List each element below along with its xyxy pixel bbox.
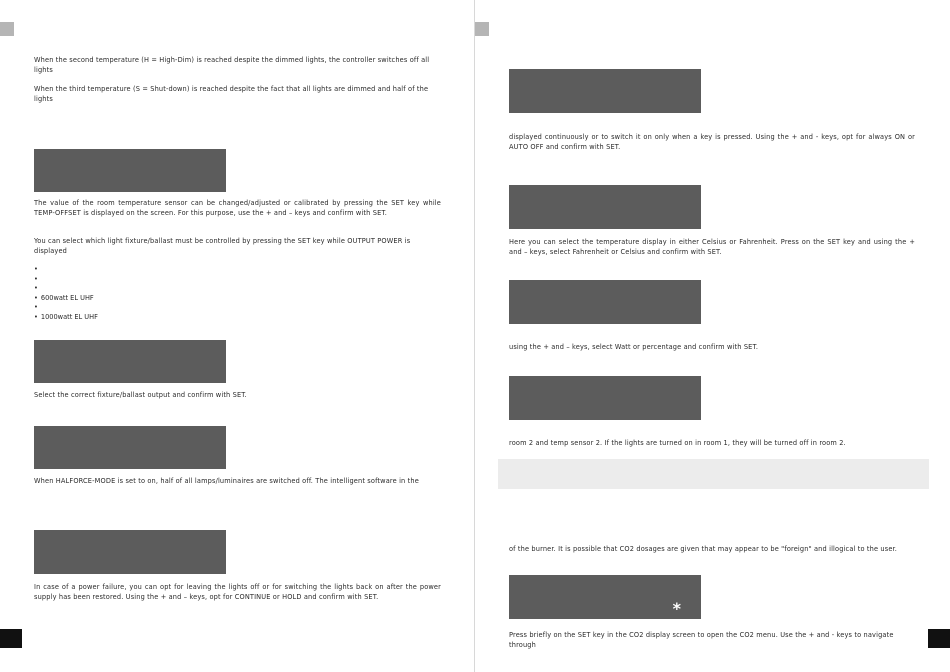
paragraph-co2-menu: Press briefly on the SET key in the CO2 display screen to open the CO2 menu. Use the + and - keys to navigate through	[509, 631, 894, 649]
paragraph-temp-offset: The value of the room temperature sensor can be changed/adjusted or calibrated by pressing the SET key while TEMP-OFFSET is displayed on the screen. For this purpose, use the + and – keys and confirm with SET.	[34, 199, 441, 217]
paragraph-shut-down: When the third temperature (S = Shut-down) is reached despite the fact that all lights are dimmed and half of the lights	[34, 85, 429, 103]
page-edge-marker	[928, 629, 950, 648]
paragraph-power-unit: using the + and – keys, select Watt or percentage and confirm with SET.	[509, 343, 759, 351]
list-item: • 1000watt EL UHF	[34, 313, 98, 323]
lcd-display-power-failure	[34, 530, 226, 574]
page-corner-marker	[475, 22, 489, 36]
paragraph-high-dim: When the second temperature (H = High-Dim) is reached despite the dimmed lights, the controller switches off all lights	[34, 56, 430, 74]
lcd-display-halforce	[34, 426, 226, 469]
left-page	[0, 0, 474, 672]
lcd-display-output-power	[34, 340, 226, 383]
paragraph-temp-unit: Here you can select the temperature display in either Celsius or Fahrenheit. Press on the SET key and using the + and – keys, select Fahrenheit or Celsius and confirm with SET.	[509, 238, 915, 256]
paragraph-select-fixture: Select the correct fixture/ballast output and confirm with SET.	[34, 391, 247, 399]
list-item	[34, 265, 98, 275]
list-item	[34, 284, 98, 294]
lcd-display-power-unit	[509, 280, 701, 324]
paragraph-power-failure: In case of a power failure, you can opt for leaving the lights off or for switching the lights back on after the power supply has been restored. Using the + and – keys, opt for CONTINUE or HOLD and confirm with SET.	[34, 583, 441, 601]
asterisk-icon: *	[672, 599, 681, 618]
lcd-display-room	[509, 376, 701, 420]
page-edge-marker	[0, 629, 22, 648]
lcd-display-temp-offset	[34, 149, 226, 192]
ballast-option-list	[34, 265, 98, 323]
lcd-display-co2	[509, 575, 701, 619]
paragraph-co2-burner: of the burner. It is possible that CO2 dosages are given that may appear to be "foreign" and illogical to the user.	[509, 545, 898, 553]
paragraph-room-2: room 2 and temp sensor 2. If the lights are turned on in room 1, they will be turned off in room 2.	[509, 439, 846, 447]
paragraph-output-power: You can select which light fixture/ballast must be controlled by pressing the SET key while OUTPUT POWER is displayed	[34, 237, 411, 255]
list-item	[34, 275, 98, 285]
paragraph-backlight: displayed continuously or to switch it on only when a key is pressed. Using the + and - keys, opt for always ON or AUTO OFF and confirm with SET.	[509, 133, 915, 151]
section-heading-band	[498, 459, 929, 489]
lcd-display-backlight	[509, 69, 701, 113]
page-corner-marker	[0, 22, 14, 36]
lcd-display-temp-unit	[509, 185, 701, 229]
paragraph-halforce-mode: When HALFORCE-MODE is set to on, half of all lamps/luminaires are switched off. The intelligent software in the	[34, 477, 419, 485]
right-page	[475, 0, 950, 672]
list-item: • 600watt EL UHF	[34, 294, 98, 304]
list-item	[34, 303, 98, 313]
